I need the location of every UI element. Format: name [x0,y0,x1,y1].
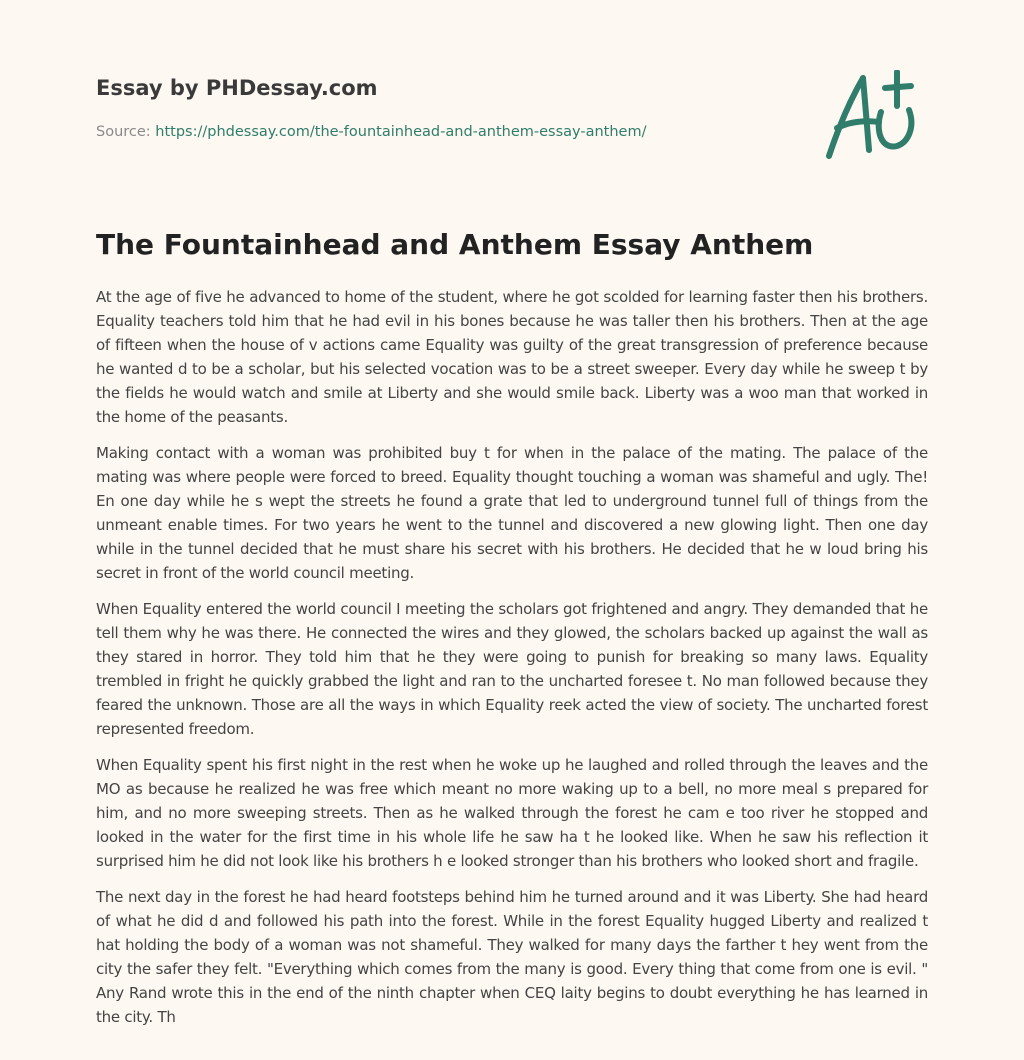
paragraph: At the age of five he advanced to home of the student, where he got scolded for learning faster then his brothers. Equality teachers told him that he had evil in his bones because he was taller then his brothers. Then at the age of fifteen when the house of v actions came Equality was guilty of the great transgression of preference because he wanted d to be a scholar, but his selected vocation was to be a street sweeper. Every day while he sweep t by the fields he would watch and smile at Liberty and she would smile back. Liberty was a woo man that worked in the home of the peasants. [96,288,928,426]
paragraph: Making contact with a woman was prohibited buy t for when in the palace of the mating. The palace of the mating was where people were forced to breed. Equality thought touching a woman was shameful and ugly. The! En one day while he s wept the streets he found a grate that led to underground tunnel full of things from the unmeant enable times. For two years he went to the tunnel and discovered a new glowing light. Then one day while in the tunnel decided that he must share his secret with his brothers. He decided that he w loud bring his secret in front of the world council meeting. [96,444,928,582]
source-link[interactable]: https://phdessay.com/the-fountainhead-and-anthem-essay-anthem/ [155,124,647,140]
a-plus-grade-logo-icon [823,70,923,162]
source-line [96,124,646,140]
article-title: The Fountainhead and Anthem Essay Anthem [96,228,814,261]
paragraph: When Equality spent his first night in the rest when he woke up he laughed and rolled through the leaves and the MO as because he realized he was free which meant no more waking up to a bell, no more meal s prepared for him, and no more sweeping streets. Then as he walked through the forest he cam e too river he stopped and looked in the water for the first time in his whole life he saw ha t he looked like. When he saw his reflection it surprised him he did not look like his brothers h e looked stronger than his brothers who looked short and fragile. [96,756,928,870]
paragraph: When Equality entered the world council I meeting the scholars got frightened and angry. They demanded that he tell them why he was there. He connected the wires and they glowed, the scholars backed up against the wall as they stared in horror. They told him that he they were going to punish for breaking so many laws. Equality trembled in fright he quickly grabbed the light and ran to the uncharted foresee t. No man followed because they feared the unknown. Those are all the ways in which Equality reek acted the view of society. The uncharted forest represented freedom. [96,600,928,738]
header [96,0,928,200]
site-brand: Essay by PHDessay.com [96,76,378,100]
source-label: Source: [96,124,151,140]
article-body [96,285,928,1041]
paragraph: The next day in the forest he had heard footsteps behind him he turned around and it was Liberty. She had heard of what he did d and followed his path into the forest. While in the forest Equality hugged Liberty and realized t hat holding the body of a woman was not shameful. They walked for many days the farther t hey went from the city the safer they felt. "Everything which comes from the many is good. Every thing that come from one is evil. " Any Rand wrote this in the end of the ninth chapter when CEQ laity begins to doubt everything he has learned in the city. Th [96,888,928,1026]
page-header-area [96,0,928,200]
